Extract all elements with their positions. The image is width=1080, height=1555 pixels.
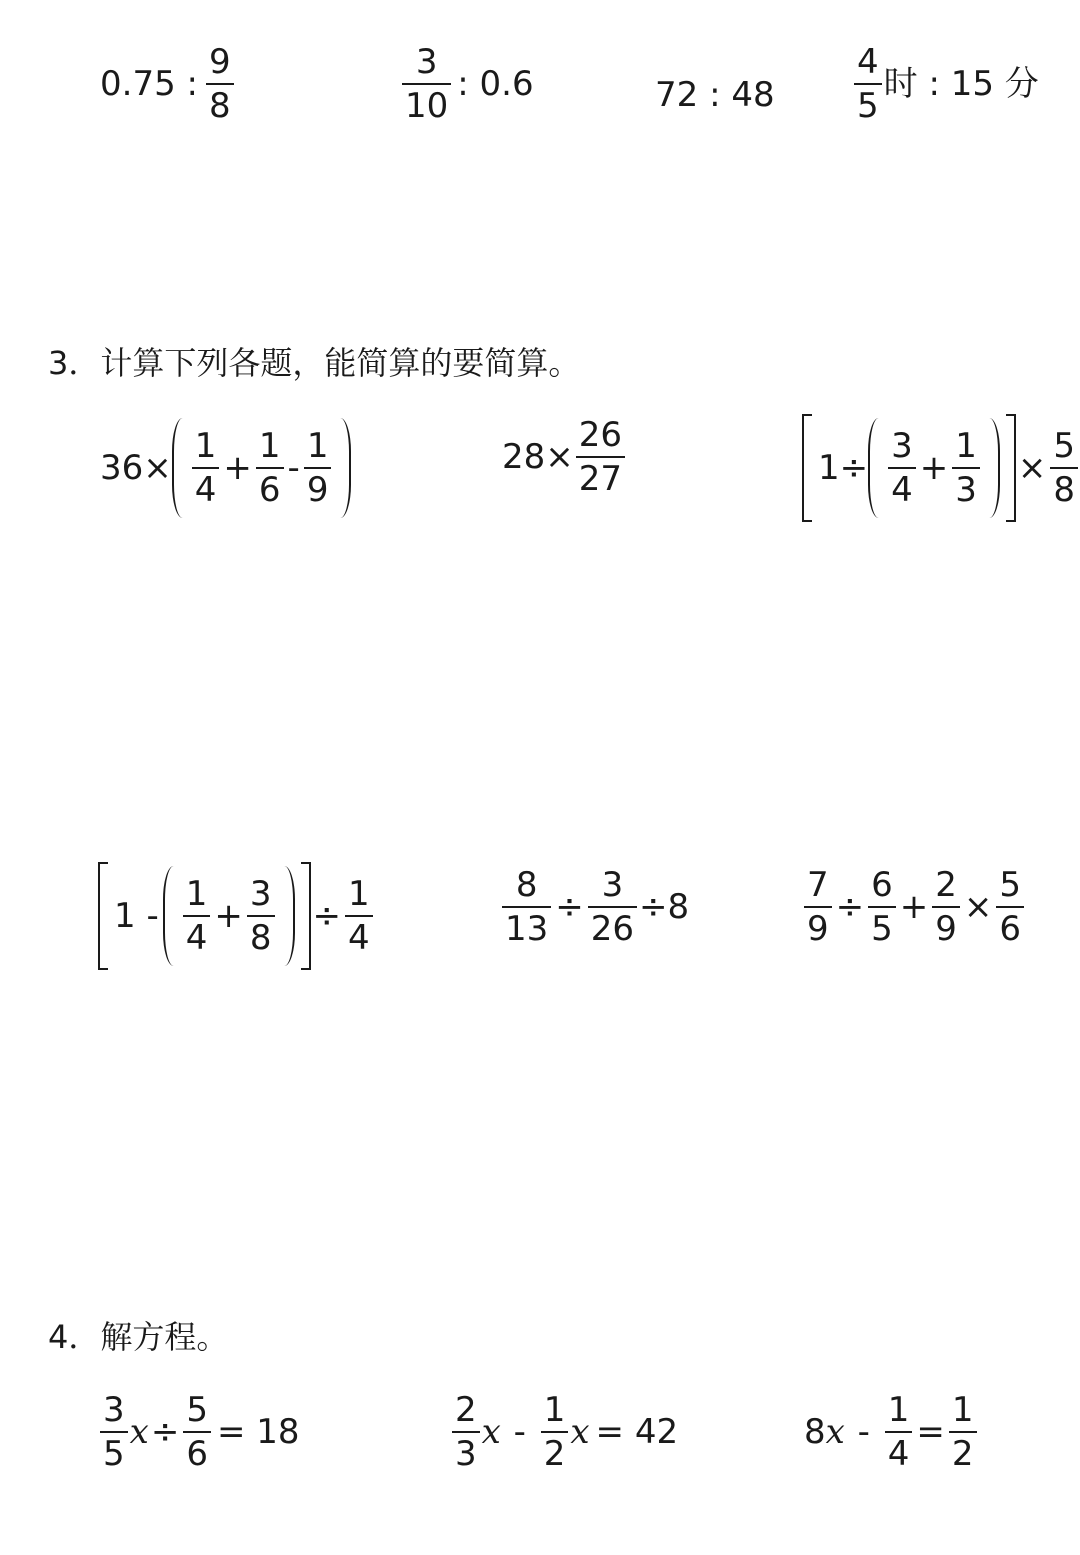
- problem-lead: 36×: [100, 448, 172, 488]
- ratio-text: 72 : 48: [655, 75, 775, 115]
- numerator: 3: [249, 874, 272, 914]
- problem-6: [802, 865, 1026, 949]
- coefficient: 8: [804, 1412, 826, 1452]
- numerator: 1: [955, 426, 977, 466]
- fraction: [576, 415, 625, 499]
- denominator: 4: [183, 915, 211, 955]
- numerator: 3: [103, 1390, 125, 1430]
- numerator: 6: [871, 865, 893, 905]
- operator: ÷: [555, 887, 584, 927]
- denominator: 8: [247, 915, 275, 955]
- denominator: 5: [854, 83, 882, 123]
- fraction: [206, 42, 234, 126]
- problem-3: [802, 414, 1080, 522]
- variable: x: [481, 1412, 501, 1452]
- left-bracket: [802, 414, 812, 522]
- numerator: 2: [935, 865, 957, 905]
- right-bracket: [1006, 414, 1016, 522]
- numerator: 4: [857, 42, 879, 82]
- section-4-heading: [48, 1312, 228, 1358]
- numerator: 1: [951, 1390, 974, 1430]
- ratio-item-1: [100, 42, 236, 126]
- equation-3: [804, 1390, 979, 1474]
- fraction: [804, 865, 832, 949]
- operator: ×: [963, 887, 993, 927]
- right-paren: [279, 866, 295, 966]
- fraction: [345, 874, 373, 958]
- operator: ÷: [835, 887, 865, 927]
- section-3-heading: [48, 338, 580, 384]
- problem-4: [98, 862, 375, 970]
- section-number: 4．: [48, 1318, 101, 1356]
- fraction: [868, 865, 896, 949]
- ratio-tail: 时 : 15 分: [883, 64, 1039, 104]
- numerator: 3: [601, 865, 624, 905]
- denominator: 4: [192, 467, 220, 507]
- right-paren: [335, 418, 351, 518]
- operator: +: [223, 448, 252, 488]
- left-paren: [163, 866, 179, 966]
- operator: +: [214, 896, 243, 936]
- operator: +: [899, 887, 929, 927]
- ratio-lead: 0.75 :: [100, 64, 198, 104]
- problem-5: [500, 865, 690, 949]
- equation-1: [98, 1390, 300, 1474]
- denominator: 8: [1050, 467, 1078, 507]
- problem-2: [502, 415, 627, 499]
- fraction: [183, 874, 211, 958]
- fraction: [949, 1390, 977, 1474]
- numerator: 3: [891, 426, 913, 466]
- operator: +: [919, 448, 949, 488]
- denominator: 9: [304, 467, 332, 507]
- denominator: 6: [996, 906, 1024, 946]
- numerator: 1: [258, 426, 281, 466]
- numerator: 9: [208, 42, 231, 82]
- numerator: 1: [306, 426, 329, 466]
- denominator: 4: [345, 915, 373, 955]
- operator: ÷: [150, 1412, 180, 1452]
- ratio-item-3: [655, 75, 775, 115]
- right-bracket: [301, 862, 311, 970]
- fraction: [854, 42, 882, 126]
- denominator: 9: [932, 906, 960, 946]
- left-paren: [172, 418, 188, 518]
- section-title: 计算下列各题，能简算的要简算。: [100, 344, 581, 382]
- equation-rhs: = 18: [216, 1412, 300, 1452]
- denominator: 5: [100, 1431, 128, 1471]
- numerator: 1: [348, 874, 370, 914]
- fraction: [885, 1390, 913, 1474]
- numerator: 1: [543, 1390, 566, 1430]
- problem-lead: 1 -: [114, 896, 159, 936]
- fraction: [588, 865, 637, 949]
- operator: -: [287, 448, 300, 488]
- right-paren: [984, 418, 1000, 518]
- denominator: 13: [502, 906, 551, 946]
- operator: -: [502, 1412, 537, 1452]
- numerator: 1: [194, 426, 217, 466]
- fraction: [1050, 426, 1078, 510]
- denominator: 3: [452, 1431, 480, 1471]
- fraction: [247, 874, 275, 958]
- fraction: [402, 42, 451, 126]
- operator: -: [846, 1412, 881, 1452]
- denominator: 4: [888, 467, 916, 507]
- variable: x: [570, 1412, 590, 1452]
- denominator: 3: [952, 467, 980, 507]
- denominator: 26: [588, 906, 637, 946]
- problem-lead: 28×: [502, 437, 574, 477]
- left-bracket: [98, 862, 108, 970]
- fraction: [183, 1390, 211, 1474]
- denominator: 4: [885, 1431, 913, 1471]
- left-paren: [868, 418, 884, 518]
- variable: x: [129, 1412, 149, 1452]
- numerator: 1: [185, 874, 208, 914]
- equation-rhs: = 42: [595, 1412, 679, 1452]
- ratio-item-4: [852, 42, 1039, 126]
- denominator: 6: [256, 467, 284, 507]
- numerator: 2: [455, 1390, 477, 1430]
- problem-lead: 1÷: [818, 448, 869, 488]
- numerator: 3: [415, 42, 438, 82]
- numerator: 5: [999, 865, 1022, 905]
- denominator: 2: [541, 1431, 569, 1471]
- operator: ÷: [312, 896, 341, 936]
- denominator: 8: [206, 83, 234, 123]
- variable: x: [825, 1412, 845, 1452]
- fraction: [304, 426, 332, 510]
- fraction: [952, 426, 980, 510]
- numerator: 5: [186, 1390, 208, 1430]
- section-title: 解方程。: [100, 1318, 229, 1356]
- numerator: 5: [1053, 426, 1076, 466]
- ratio-tail: : 0.6: [457, 64, 534, 104]
- fraction: [192, 426, 220, 510]
- denominator: 9: [804, 906, 832, 946]
- denominator: 5: [868, 906, 896, 946]
- fraction: [888, 426, 916, 510]
- fraction: [541, 1390, 569, 1474]
- denominator: 6: [183, 1431, 211, 1471]
- problem-tail: ÷8: [639, 887, 690, 927]
- equation-2: [450, 1390, 679, 1474]
- numerator: 26: [578, 415, 623, 455]
- fraction: [452, 1390, 480, 1474]
- fraction: [100, 1390, 128, 1474]
- numerator: 8: [515, 865, 538, 905]
- problem-1: [100, 418, 351, 518]
- denominator: 2: [949, 1431, 977, 1471]
- fraction: [256, 426, 284, 510]
- fraction: [996, 865, 1024, 949]
- numerator: 7: [807, 865, 829, 905]
- denominator: 10: [402, 83, 451, 123]
- ratio-item-2: [400, 42, 534, 126]
- fraction: [932, 865, 960, 949]
- section-number: 3．: [48, 344, 101, 382]
- operator: ×: [1017, 448, 1047, 488]
- numerator: 1: [887, 1390, 910, 1430]
- fraction: [502, 865, 551, 949]
- denominator: 27: [576, 456, 625, 496]
- operator: =: [916, 1412, 945, 1452]
